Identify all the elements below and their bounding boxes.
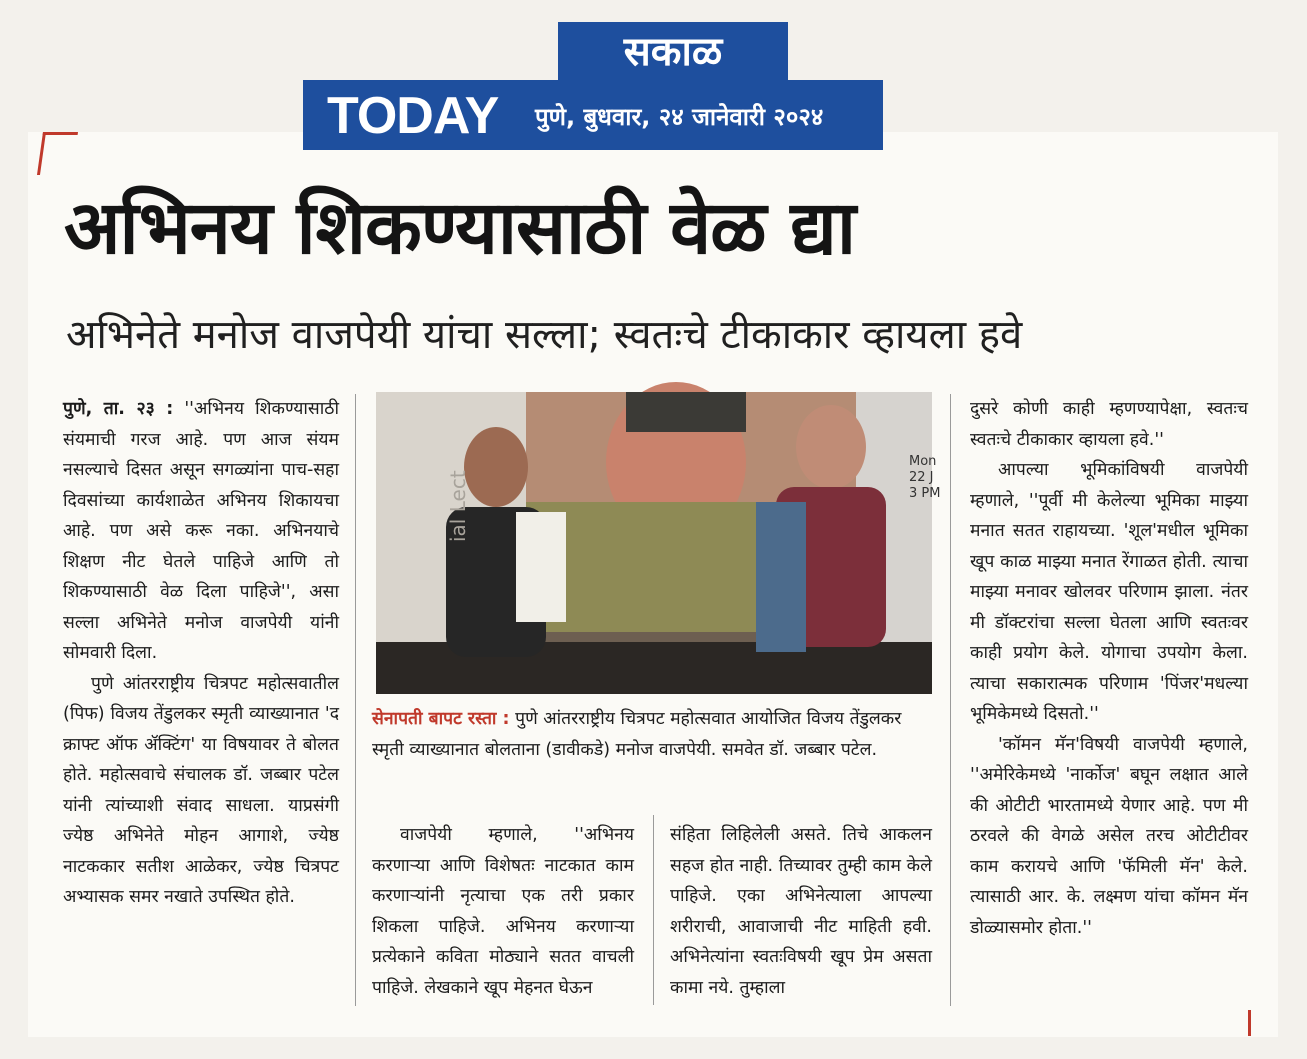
article-column-2 — [372, 820, 634, 1003]
article-column-1 — [63, 394, 339, 913]
column-divider — [355, 394, 356, 1006]
event-photo — [376, 392, 941, 694]
photo-caption — [372, 704, 934, 765]
article-paragraph: वाजपेयी म्हणाले, ''अभिनय करणाऱ्या आणि विशेषतः नाटकात काम करणाऱ्यांनी नृत्याचा एक तरी प्रकार शिकला पाहिजे. अभिनय करणाऱ्या प्रत्येकाने कविता मोठ्याने सतत वाचली पाहिजे. लेखकाने खूप मेहनत घेऊन — [372, 825, 634, 998]
article-subheadline: अभिनेते मनोज वाजपेयी यांचा सल्ला; स्वतःचे टीकाकार व्हायला हवे — [66, 312, 1023, 358]
article-column-3 — [670, 820, 932, 1003]
column-divider — [950, 394, 951, 1006]
red-corner-mark — [1248, 1010, 1251, 1036]
column-divider — [653, 815, 654, 1005]
masthead-brand: सकाळ — [558, 22, 788, 82]
article-headline: अभिनय शिकण्यासाठी वेळ द्या — [64, 185, 856, 271]
article-dateline: पुणे, ता. २३ : — [63, 399, 174, 419]
article-paragraph: पुणे आंतरराष्ट्रीय चित्रपट महोत्सवातील (पिफ) विजय तेंडुलकर स्मृती व्याख्यानात 'द क्राफ्ट ऑफ ॲक्टिंग' या विषयावर ते बोलत होते. महोत्सवाचे संचालक डॉ. जब्बार पटेल यांनी त्यांच्याशी संवाद साधला. याप्रसंगी ज्येष्ठ अभिनेते मोहन आगाशे, ज्येष्ठ नाटककार सतीश आळेकर, ज्येष्ठ चित्रपट अभ्यासक समर नखाते उपस्थित होते. — [63, 673, 339, 907]
red-margin-mark — [37, 132, 78, 175]
article-paragraph: संहिता लिहिलेली असते. तिचे आकलन सहज होत नाही. तिच्यावर तुम्ही काम केले पाहिजे. एका अभिनेत्याला आपल्या शरीराची, आवाजाची नीट माहिती हवी. अभिनेत्यांना स्वतःविषयी खूप प्रेम असता कामा नये. तुम्हाला — [670, 825, 932, 998]
article-column-4 — [970, 394, 1248, 943]
caption-text: पुणे आंतरराष्ट्रीय चित्रपट महोत्सवात आयोजित विजय तेंडुलकर स्मृती व्याख्यानात बोलताना (डावीकडे) मनोज वाजपेयी. समवेत डॉ. जब्बार पटेल. — [372, 709, 902, 760]
photo-banner-left: ial Lect — [446, 470, 470, 542]
article-paragraph: 'कॉमन मॅन'विषयी वाजपेयी म्हणाले, ''अमेरिकेमध्ये 'नार्कोज' बघून लक्षात आले की ओटीटी भारतामध्ये येणार आहे. पण मी ठरवले की वेगळे असेल तरच ओटीटीवर काम करायचे आणि 'फॅमिली मॅन' केले. त्यासाठी आर. के. लक्ष्मण यांचा कॉमन मॅन डोळ्यासमोर होता.'' — [970, 734, 1248, 938]
article-paragraph: दुसरे कोणी काही म्हणण्यापेक्षा, स्वतःच स्वतःचे टीकाकार व्हायला हवे.'' — [970, 399, 1248, 450]
masthead-edition: TODAY — [327, 87, 499, 145]
article-paragraph: ''अभिनय शिकण्यासाठी संयमाची गरज आहे. पण आज संयम नसल्याचे दिसत असून सगळ्यांना पाच-सहा दिवसांच्या कार्यशाळेत अभिनय शिकायचा आहे. पण असे करू नका. अभिनयाचे शिक्षण नीट घेतले पाहिजे आणि तो शिकण्यासाठी वेळ दिला पाहिजे'', असा सल्ला अभिनेते मनोज वाजपेयी यांनी सोमवारी दिला. — [63, 399, 339, 663]
caption-location: सेनापती बापट रस्ता : — [372, 709, 510, 729]
masthead-dateline: पुणे, बुधवार, २४ जानेवारी २०२४ — [535, 103, 824, 131]
article-paragraph: आपल्या भूमिकांविषयी वाजपेयी म्हणाले, ''पूर्वी मी केलेल्या भूमिका माझ्या मनात सतत राहायच्या. 'शूल'मधील भूमिका खूप काळ माझ्या मनात रेंगाळत होती. त्याचा माझ्या मनावर खोलवर परिणाम झाला. नंतर मी डॉक्टरांचा सल्ला घेतला आणि स्वतःवर काही प्रयोग केले. योगाचा उपयोग केला. त्याचा सकारात्मक परिणाम 'पिंजर'मधल्या भूमिकेमध्ये दिसतो.'' — [970, 460, 1248, 724]
masthead-bar — [303, 80, 883, 150]
masthead — [303, 22, 883, 150]
photo-banner-right: Mon 22 J 3 PM — [909, 454, 941, 501]
